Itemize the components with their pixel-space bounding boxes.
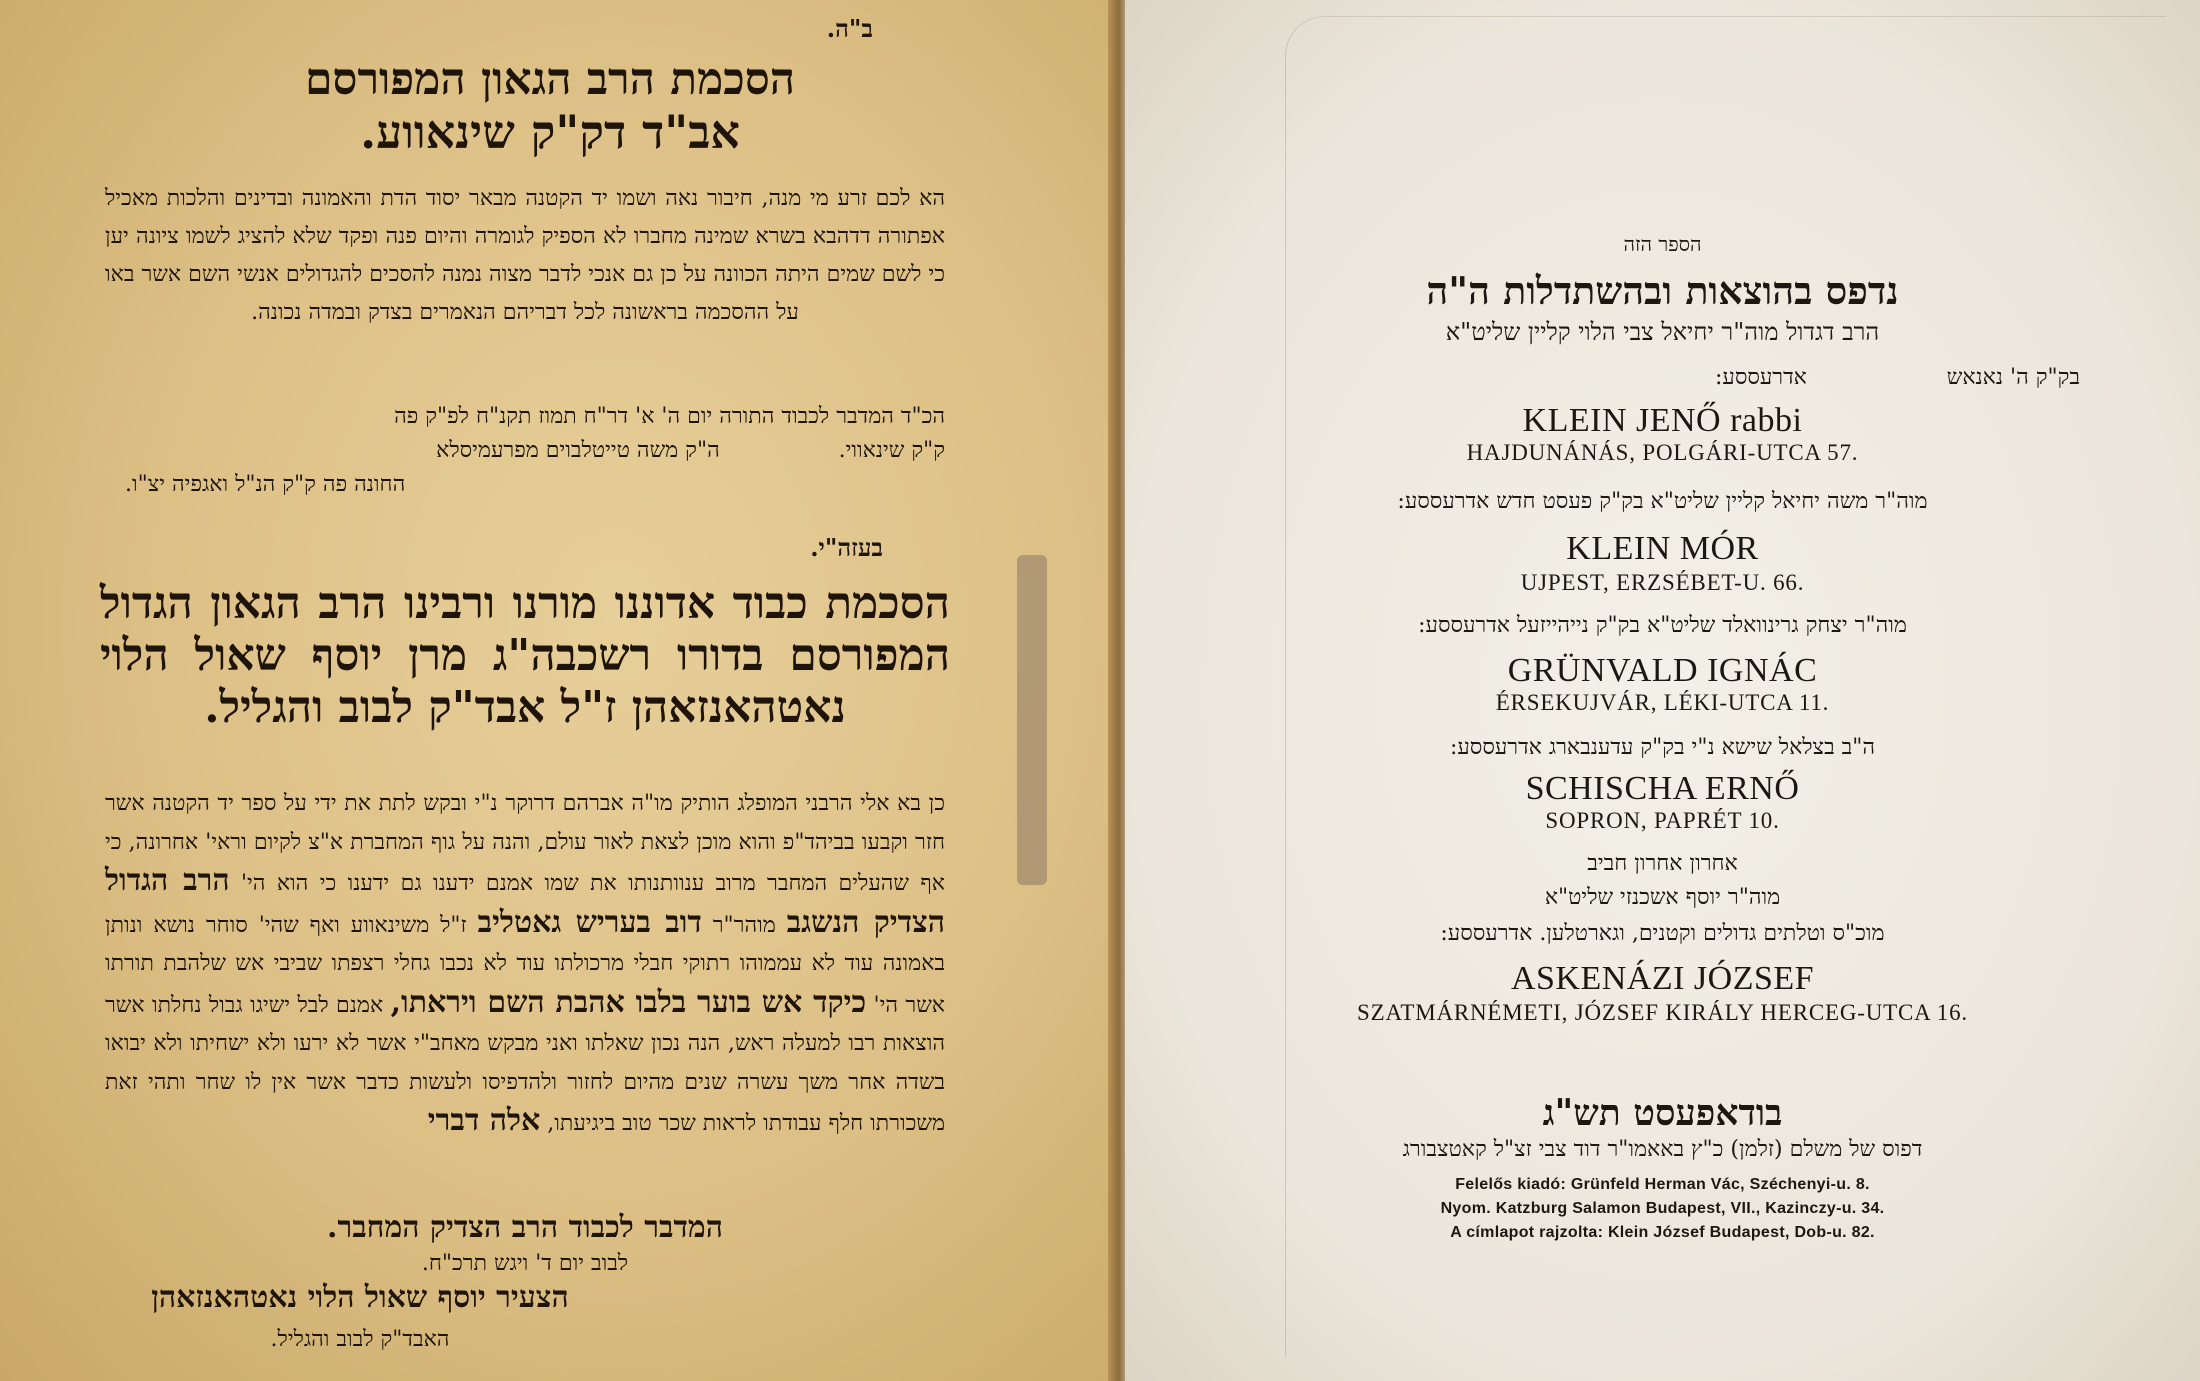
contact-5-address: SZATMÁRNÉMETI, JÓZSEF KIRÁLY HERCEG-UTCA 16. bbox=[1357, 1000, 1968, 1025]
printer-hebrew: דפוס של משלם (זלמן) כ"ץ באאמו"ר דוד צבי זצ"ל קאטצבורג bbox=[1402, 1137, 1923, 1162]
signature-1-line-2: ק"ק שינאווי. ה"ק משה טייטלבוים מפרעמיסלא bbox=[436, 438, 945, 463]
paragraph-2-part-b: מוהר"ר bbox=[712, 912, 776, 938]
signature-2-title: האבד"ק לבוב והגליל. bbox=[270, 1327, 450, 1352]
signature-1-line-1: הכ"ד המדבר לכבוד התורה יום ה' א' דר"ח תמוז תקנ"ח לפ"ק פה bbox=[394, 404, 945, 429]
intro-small: הספר הזה bbox=[1623, 232, 1702, 256]
paragraph-2-part-a: כן בא אלי הרבני המופלג הותיק מו"ה אברהם דרוקר נ"י ובקש לתת את ידי על ספר יד הקטנה אשר חזר וקבעו בביהד"פ והוא מוכן לצאת לאור עולם, והנה על גוף המחברת א"צ לקיום וראי' אחרונה, כי אף שהעלים המחבר מרוב ענוותנותו את שמו אמנם ידענו גם ידענו כי הוא הי' bbox=[105, 791, 945, 896]
contact-5-hebrew-b: מוה"ר יוסף אשכנזי שליט"א bbox=[1544, 885, 1781, 910]
approbation-paragraph-1: הא לכם זרע מי מנה, חיבור נאה ושמו יד הקטנה מבאר יסוד הדת והאמונה ובדינים והלכות מאכיל אפתורה דדהבא בשרא שמינה מחברו לא הספיק לגומרה והיום פנה ופקד שלא להציג לשמו ציונה יען כי לשם שמים היתה הכוונה על כן גם אנכי לדבר מצוה נמנה להסכים להגדולים אנשי השם אשר באו על ההסכמה בראשונה לכל דבריהם הנאמרים בצדק ובמדה נכונה. bbox=[105, 186, 945, 325]
publication-city-year: בודאפעסט תש"ג bbox=[1542, 1092, 1783, 1134]
right-page bbox=[1125, 0, 2200, 1381]
paragraph-2-part-d: אמנם לבל ישיגו גבול נחלתו אשר הוצאות רבו למעלה ראש, הנה נכון שאלתו ואני מבקש מאחב"י אשר לא ירעו ולא ישחיתו ולא יבואו בשדה אחר משך עשרה שנים מהיום לחזור ולהדפיסו ולעשות כדבר אשר אין לו שחר ותהי זאת משכורתו חלף עבודתו לראות שכר טוב ביגיעתו, bbox=[105, 992, 945, 1136]
approbation-closing: המדבר לכבוד הרב הצדיק המחבר. bbox=[327, 1210, 723, 1245]
contact-4-hebrew: ה"ב בצלאל שישא נ"י בק"ק עדענבארג אדרעססע: bbox=[1449, 735, 1876, 760]
printer-line: Nyom. Katzburg Salamon Budapest, VII., Kazinczy-u. 34. bbox=[1440, 1200, 1885, 1217]
library-stamp bbox=[1017, 555, 1047, 885]
title-hebrew: נדפס בהוצאות ובהשתדלות ה"ה bbox=[1426, 268, 1899, 313]
contact-3-address: ÉRSEKUJVÁR, LÉKI-UTCA 11. bbox=[1495, 690, 1830, 715]
paragraph-2-emphasis-4: אלה דברי bbox=[427, 1103, 541, 1138]
sponsor-location: בק"ק ה' נאנאש אדרעססע: bbox=[1714, 365, 2080, 390]
contact-2-address: UJPEST, ERZSÉBET-U. 66. bbox=[1520, 570, 1805, 595]
contact-4-name: SCHISCHA ERNŐ bbox=[1525, 770, 1800, 807]
contact-1-name: KLEIN JENŐ rabbi bbox=[1522, 402, 1803, 439]
publisher-line: Felelős kiadó: Grünfeld Herman Vác, Széchenyi-u. 8. bbox=[1455, 1176, 1870, 1193]
paragraph-2-emphasis-3: כיקד אש בוער בלבו אהבת השם ויראתו, bbox=[390, 984, 867, 1020]
approbation-paragraph-2 bbox=[105, 785, 945, 1144]
approbation-title-2: אב"ד דק"ק שינאווע. bbox=[360, 105, 740, 159]
approbation-title-1: הסכמת הרב הגאון המפורסם bbox=[304, 54, 796, 105]
paragraph-2-part-c: ז"ל משינאווע ואף שהי' סוחר נושא ונותן באמונה עוד לא עממוהו רתוקי חבלי מרכולתו עוד לא נכבו גחלי רצפתו שביבי אש שלהבת תורתו אשר הי' bbox=[105, 912, 945, 1018]
approbation-date: לבוב יום ד' ויגש תרכ"ח. bbox=[421, 1251, 629, 1276]
sponsor-line: הרב דגדול מוה"ר יחיאל צבי הלוי קליין שליט"א bbox=[1445, 318, 1880, 346]
signature-1-line-3: החונה פה ק"ק הנ"ל ואגפיה יצ"ו. bbox=[125, 472, 406, 497]
contact-2-hebrew: מוה"ר משה יחיאל קליין שליט"א בק"ק פעסט חדש אדרעססע: bbox=[1397, 489, 1928, 514]
contact-2-name: KLEIN MÓR bbox=[1566, 530, 1759, 567]
contact-4-address: SOPRON, PAPRÉT 10. bbox=[1545, 808, 1780, 833]
contact-5-hebrew-a: אחרון אחרון חביב bbox=[1587, 851, 1738, 876]
contact-3-name: GRÜNVALD IGNÁC bbox=[1507, 652, 1818, 689]
approbation-signature-1 bbox=[105, 400, 945, 502]
cover-designer-line: A címlapot rajzolta: Klein József Budapest, Dob-u. 82. bbox=[1450, 1224, 1875, 1241]
contact-1-address: HAJDUNÁNÁS, POLGÁRI-UTCA 57. bbox=[1466, 440, 1859, 465]
paragraph-2-emphasis-1: הרב הגדול הצדיק הנשגב bbox=[105, 863, 946, 940]
bezrat-heading: בעזה"י. bbox=[810, 533, 883, 562]
contact-5-hebrew-c: מוכ"ס וטלתים גדולים וקטנים, וגארטלען. אדרעססע: bbox=[1440, 921, 1885, 946]
signature-2-name: הצעיר יוסף שאול הלוי נאטהאנזאהן bbox=[151, 1280, 569, 1315]
paragraph-2-emphasis-2: דוב בעריש גאטליב bbox=[477, 904, 702, 940]
contact-5-name: ASKENÁZI JÓZSEF bbox=[1510, 960, 1815, 997]
approbation-title-3: הסכמת כבוד אדוננו מורנו ורבינו הרב הגאון הגדול המפורסם בדורו רשכבה"ג מרן יוסף שאול הלוי נאטהאנזאהן ז"ל אבד"ק לבוב והגליל. bbox=[100, 578, 950, 733]
page-mark: ב"ה. bbox=[826, 14, 873, 43]
contact-3-hebrew: מוה"ר יצחק גרינוואלד שליט"א בק"ק נייהייזעל אדרעססע: bbox=[1418, 613, 1907, 638]
